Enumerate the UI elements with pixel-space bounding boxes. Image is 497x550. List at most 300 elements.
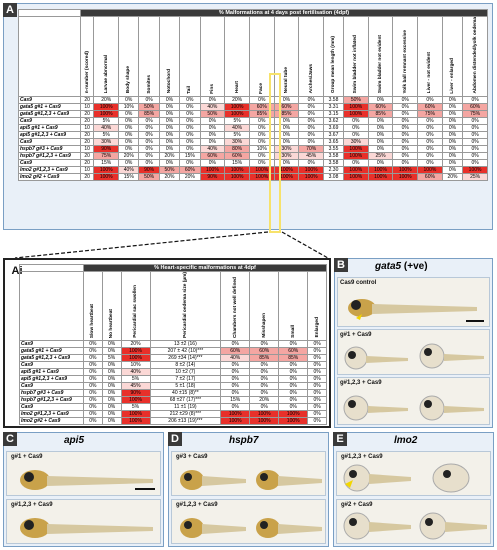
table-cell: 40% [225, 124, 250, 131]
table-cell: 20% [180, 173, 200, 180]
row-label: gata5 g#1 + Cas9 [20, 347, 84, 354]
table-cell: 0% [274, 117, 299, 124]
heart-malformation-table [19, 264, 327, 425]
table-cell: 0% [84, 396, 103, 403]
table-cell: 30% [274, 145, 299, 152]
table-cell: 0% [308, 347, 327, 354]
table-cell: 100% [250, 410, 279, 417]
fish-label: g#1 + Cas9 [11, 454, 43, 460]
fish-label: g#1,2,3 + Cas9 [341, 454, 383, 460]
table-cell: 0% [119, 138, 139, 145]
table-cell: 0% [200, 96, 225, 103]
table-row [19, 96, 488, 103]
table-cell: 0% [308, 382, 327, 389]
table-cell: 7 ±2 (17) [150, 375, 221, 382]
table-cell: 0% [299, 159, 324, 166]
table-cell: 0% [249, 138, 274, 145]
table-cell: 100% [279, 417, 308, 424]
panel-b-gene: gata5 [375, 261, 402, 272]
heart-table-column-header [84, 272, 103, 341]
table-cell: 20 [81, 96, 94, 103]
column-label: Misshapen [261, 313, 267, 338]
table-cell: 0% [279, 389, 308, 396]
table-cell: 0% [279, 361, 308, 368]
table-cell: 100% [200, 166, 225, 173]
heart-table-column-header [150, 272, 221, 341]
table-cell: 15% [119, 173, 139, 180]
table-cell: 20 [81, 173, 94, 180]
row-label: lmo2 g#1,2,3 + Cas9 [20, 410, 84, 417]
table-cell: 100% [94, 173, 119, 180]
table-cell: 90% [94, 145, 119, 152]
larva-image [418, 392, 486, 422]
column-label: Yolk ball remnant excessive [402, 29, 408, 94]
table-cell: 15% [221, 396, 250, 403]
fish-image-g123 [337, 377, 490, 425]
column-label: Notochord [166, 69, 172, 94]
table-cell: 45% [121, 382, 150, 389]
table-cell: 50% [200, 110, 225, 117]
malformation-table-column-header [368, 17, 393, 97]
table-cell: 5 ±1 (18) [150, 382, 221, 389]
table-cell: 0% [221, 403, 250, 410]
table-cell: 0% [159, 110, 179, 117]
larva-image [13, 512, 158, 542]
table-row [20, 417, 327, 424]
malformation-table-column-header [225, 17, 250, 97]
scale-bar [466, 320, 484, 322]
column-label: Liver - enlarged [449, 57, 455, 94]
table-cell: 13 ±2 (16) [150, 340, 221, 347]
table-cell: 0% [279, 396, 308, 403]
table-cell: 0% [180, 159, 200, 166]
table-cell: 0% [180, 138, 200, 145]
table-cell: 0% [180, 145, 200, 152]
table-cell: 0% [299, 110, 324, 117]
column-label: Pericardial sac swollen [133, 285, 139, 338]
table-cell: 0% [200, 159, 225, 166]
table-cell: 0% [393, 110, 418, 117]
table-cell: 100% [250, 417, 279, 424]
table-cell: 0% [442, 131, 462, 138]
table-cell: 85% [368, 110, 393, 117]
table-cell: 60% [250, 347, 279, 354]
table-cell: 0% [139, 138, 159, 145]
table-cell: 0% [139, 145, 159, 152]
table-cell: 0% [274, 124, 299, 131]
row-label: gata5 g#1,2,3 + Cas9 [19, 110, 81, 117]
table-cell: 100% [418, 166, 443, 173]
malformation-table-column-header [249, 17, 274, 97]
table-cell: 3.31 [324, 103, 344, 110]
table-cell: 0% [463, 131, 488, 138]
column-label: Arches/Jaws [308, 64, 314, 94]
table-cell: 0% [119, 124, 139, 131]
table-cell: 0% [200, 124, 225, 131]
table-row [19, 124, 488, 131]
table-cell: 0% [159, 159, 179, 166]
table-cell: 0% [84, 354, 103, 361]
table-cell: 100% [225, 166, 250, 173]
table-cell: 40% [221, 354, 250, 361]
fish-label: g#1,2,3 + Cas9 [176, 502, 218, 508]
table-cell: 0% [249, 131, 274, 138]
row-label: Cas9 [19, 117, 81, 124]
malformation-table-column-header [159, 17, 179, 97]
larva-image [341, 462, 413, 494]
table-cell: 0% [442, 103, 462, 110]
table-cell: 0% [139, 117, 159, 124]
table-cell: 0% [418, 145, 443, 152]
table-cell: 212 ±29 (8)*** [150, 410, 221, 417]
table-cell: 0% [84, 368, 103, 375]
table-row [19, 173, 488, 180]
table-cell: 0% [308, 410, 327, 417]
heart-table-column-header [121, 272, 150, 341]
table-cell: 0% [221, 375, 250, 382]
panel-e [333, 432, 494, 547]
table-cell: 5% [94, 131, 119, 138]
table-row [20, 347, 327, 354]
row-label: hspb7 g#3 + Cas9 [20, 389, 84, 396]
table-cell: 40% [94, 124, 119, 131]
row-label: hspb7 g#1,2,3 + Cas9 [20, 396, 84, 403]
table-cell: 0% [119, 96, 139, 103]
table-cell: 20% [121, 340, 150, 347]
table-cell: 60% [418, 103, 443, 110]
table-cell: 0% [200, 131, 225, 138]
table-cell: 0% [442, 145, 462, 152]
table-cell: 100% [299, 166, 324, 173]
panel-b-letter: B [334, 258, 348, 272]
table-cell: 100% [343, 173, 368, 180]
row-label: Cas9 [20, 382, 84, 389]
table-cell: 30% [94, 138, 119, 145]
table-cell: 0% [221, 368, 250, 375]
table-cell: 0% [200, 138, 225, 145]
table-cell: 100% [279, 410, 308, 417]
table-cell: 20 [81, 152, 94, 159]
table-cell: 0% [84, 410, 103, 417]
table-row [20, 389, 327, 396]
table-cell: 0% [418, 131, 443, 138]
malformation-table-column-header [324, 17, 344, 97]
table-cell: 0% [308, 361, 327, 368]
larva-image [13, 464, 158, 494]
table-cell: 0% [368, 138, 393, 145]
panel-e-gene: lmo2 [394, 435, 418, 446]
panel-a [3, 3, 493, 230]
table-cell: 20% [159, 152, 179, 159]
table-cell: 60% [225, 152, 250, 159]
table-cell: 30% [225, 138, 250, 145]
heart-table-column-header [102, 272, 121, 341]
table-cell: 50% [159, 166, 179, 173]
fish-image-g123 [336, 451, 491, 496]
table-cell: 30% [274, 152, 299, 159]
table-cell: 0% [308, 375, 327, 382]
table-cell: 0% [393, 152, 418, 159]
table-cell: 0% [393, 103, 418, 110]
table-cell: 100% [121, 396, 150, 403]
table-cell: 0% [368, 159, 393, 166]
larva-image [341, 510, 413, 542]
table-cell: 3.62 [324, 117, 344, 124]
table-cell: 3.15 [324, 110, 344, 117]
table-cell: 0% [442, 152, 462, 159]
column-label: No heartbeat [109, 308, 115, 338]
table-cell: 0% [418, 152, 443, 159]
row-label: gata5 g#1,2,3 + Cas9 [20, 354, 84, 361]
column-label: Small [290, 325, 296, 338]
table-cell: 0% [250, 340, 279, 347]
table-cell: 0% [250, 375, 279, 382]
table-cell: 90% [139, 166, 159, 173]
malformation-table-column-header [343, 17, 368, 97]
table-cell: 0% [250, 389, 279, 396]
table-cell: 30% [343, 138, 368, 145]
table-cell: 0% [102, 361, 121, 368]
column-label: Chambers not well defined [232, 276, 238, 338]
larva-image [418, 340, 486, 372]
fish-image-cas9-control [337, 277, 490, 327]
table-cell: 10 [81, 103, 94, 110]
table-cell: 0% [221, 361, 250, 368]
table-cell: 20 [81, 138, 94, 145]
row-label: gata5 g#1 + Cas9 [19, 103, 81, 110]
table-cell: 0% [393, 159, 418, 166]
table-cell: 0% [368, 96, 393, 103]
heart-table-column-header [279, 272, 308, 341]
table-cell: 5% [102, 354, 121, 361]
panel-d [168, 432, 329, 547]
table-cell: 0% [343, 117, 368, 124]
table-row [20, 354, 327, 361]
table-cell: 207 ± 42 (10)*** [150, 347, 221, 354]
row-label: hspb7 g#1,2,3 + Cas9 [19, 152, 81, 159]
table-cell: 100% [463, 166, 488, 173]
table-cell: 3.55 [324, 145, 344, 152]
table-cell: 0% [299, 131, 324, 138]
table-cell: 0% [102, 410, 121, 417]
table-cell: 100% [225, 103, 250, 110]
table-cell: 3.69 [324, 124, 344, 131]
fish-label: g#1,2,3 + Cas9 [11, 502, 53, 508]
malformation-table-column-header [463, 17, 488, 97]
table-cell: 75% [463, 110, 488, 117]
table-cell: 50% [139, 173, 159, 180]
table-row [19, 145, 488, 152]
table-cell: 0% [299, 96, 324, 103]
column-label: Swim bladder not inflated [353, 35, 359, 94]
table-cell: 0% [102, 417, 121, 424]
row-label: Cas9 [19, 138, 81, 145]
table-cell: 0% [418, 138, 443, 145]
larva-image [252, 512, 324, 542]
row-label: lmo2 g#1,2,3 + Cas9 [19, 166, 81, 173]
table-cell: 0% [279, 403, 308, 410]
heart-table-column-header [221, 272, 250, 341]
table-row [20, 361, 327, 368]
table-cell: 11 ±1 (19) [150, 403, 221, 410]
table-cell: 0% [180, 117, 200, 124]
table-cell: 20 [81, 159, 94, 166]
table-cell: 0% [343, 159, 368, 166]
column-label: Larvae abnormal [103, 55, 109, 94]
row-label: api5 g#1 + Cas9 [19, 124, 81, 131]
column-label: Neural tube [283, 67, 289, 94]
column-label: Liver - not evident [427, 52, 433, 94]
table-cell: 8 ±2 (14) [150, 361, 221, 368]
table-cell: 20 [81, 117, 94, 124]
table-cell: 60% [200, 152, 225, 159]
column-label: Enlarged [314, 317, 320, 338]
table-cell: 0% [463, 117, 488, 124]
panel-c-letter: C [3, 432, 17, 446]
table-cell: 100% [121, 410, 150, 417]
table-cell: 0% [221, 382, 250, 389]
table-cell: 0% [343, 124, 368, 131]
table-cell: 20% [442, 173, 462, 180]
table-cell: 0% [180, 131, 200, 138]
table-cell: 0% [393, 124, 418, 131]
table-cell: 0% [84, 417, 103, 424]
table-cell: 0% [299, 117, 324, 124]
table-cell: 100% [343, 166, 368, 173]
table-cell: 0% [119, 117, 139, 124]
table-cell: 25% [463, 173, 488, 180]
table-cell: 0% [463, 152, 488, 159]
table-cell: 0% [368, 124, 393, 131]
table-row [19, 110, 488, 117]
table-cell: 85% [139, 110, 159, 117]
table-cell: 0% [274, 96, 299, 103]
panel-e-letter: E [333, 432, 347, 446]
table-cell: 0% [139, 96, 159, 103]
row-label: hspb7 g#3 + Cas9 [19, 145, 81, 152]
table-cell: 0% [180, 124, 200, 131]
table-cell: 100% [121, 354, 150, 361]
table-cell: 100% [225, 110, 250, 117]
table-cell: 0% [84, 361, 103, 368]
row-label: api5 g#1 + Cas9 [20, 368, 84, 375]
malformation-table-column-header [200, 17, 225, 97]
table-cell: 10% [249, 145, 274, 152]
table-cell: 68 ±27 (17)*** [150, 396, 221, 403]
table-row [20, 340, 327, 347]
column-label: n-number (scored) [84, 51, 90, 94]
larva-image [342, 392, 410, 422]
table-cell: 100% [94, 110, 119, 117]
malformation-table [18, 9, 488, 181]
table-cell: 0% [343, 131, 368, 138]
table-cell: 0% [159, 117, 179, 124]
table-cell: 0% [159, 131, 179, 138]
row-label: lmo2 g#2 + Cas9 [19, 173, 81, 180]
larva-image [342, 344, 410, 372]
table-cell: 0% [393, 96, 418, 103]
table-cell: 0% [102, 389, 121, 396]
table-cell: 20% [250, 396, 279, 403]
table-cell: 0% [308, 403, 327, 410]
table-cell: 50% [139, 103, 159, 110]
malformation-table-column-header [274, 17, 299, 97]
table-row [19, 166, 488, 173]
table-cell: 0% [102, 340, 121, 347]
table-cell: 0% [463, 159, 488, 166]
table-cell: 0% [463, 145, 488, 152]
table-cell: 0% [418, 117, 443, 124]
table-cell: 0% [442, 117, 462, 124]
table-cell: 85% [279, 354, 308, 361]
table-cell: 0% [442, 96, 462, 103]
table-cell: 10 [81, 145, 94, 152]
table-cell: 20% [119, 152, 139, 159]
panel-b [334, 258, 493, 428]
table-cell: 20 [81, 110, 94, 117]
table-cell: 0% [368, 145, 393, 152]
malformation-table-column-header [442, 17, 462, 97]
table-cell: 100% [299, 173, 324, 180]
table-cell: 60% [180, 166, 200, 173]
table-a-title: % Malformations at 4 days post fertilisation (4dpf) [81, 10, 488, 17]
table-cell: 0% [159, 145, 179, 152]
heart-table-column-header [308, 272, 327, 341]
table-cell: 100% [221, 417, 250, 424]
table-cell: 40 ±15 (8)** [150, 389, 221, 396]
table-cell: 0% [442, 166, 462, 173]
column-label: Face [259, 82, 265, 94]
table-cell: 100% [121, 417, 150, 424]
table-cell: 0% [442, 159, 462, 166]
table-cell: 0% [250, 361, 279, 368]
column-label: Tail [187, 85, 193, 94]
table-cell: 100% [343, 152, 368, 159]
larva-image [252, 464, 324, 494]
table-cell: 60% [249, 103, 274, 110]
table-cell: 0% [102, 347, 121, 354]
table-cell: 0% [299, 138, 324, 145]
table-cell: 100% [368, 166, 393, 173]
table-cell: 100% [343, 110, 368, 117]
table-cell: 0% [393, 145, 418, 152]
table-cell: 0% [418, 159, 443, 166]
column-label: Body shape [126, 66, 132, 94]
fish-label: g#2 + Cas9 [341, 502, 373, 508]
larva-image [427, 460, 483, 494]
column-label: Somites [146, 74, 152, 94]
table-cell: 0% [463, 96, 488, 103]
panel-ai-letter: Ai [11, 265, 23, 277]
row-label: api5 g#1,2,3 + Cas9 [19, 131, 81, 138]
column-label: Abdomen distended/yolk oedema [472, 17, 478, 94]
malformation-table-column-header [81, 17, 94, 97]
table-cell: 3.08 [324, 173, 344, 180]
table-cell: 0% [119, 131, 139, 138]
table-row [20, 396, 327, 403]
table-cell: 0% [249, 159, 274, 166]
table-cell: 0% [221, 340, 250, 347]
table-cell: 0% [308, 389, 327, 396]
fish-image-g123 [6, 499, 161, 544]
table-cell: 2.30 [324, 166, 344, 173]
column-label: Swim bladder not evident [378, 35, 384, 94]
table-cell: 0% [84, 382, 103, 389]
table-cell: 100% [94, 166, 119, 173]
table-cell: 5% [225, 131, 250, 138]
table-cell: 0% [463, 138, 488, 145]
table-cell: 0% [159, 103, 179, 110]
